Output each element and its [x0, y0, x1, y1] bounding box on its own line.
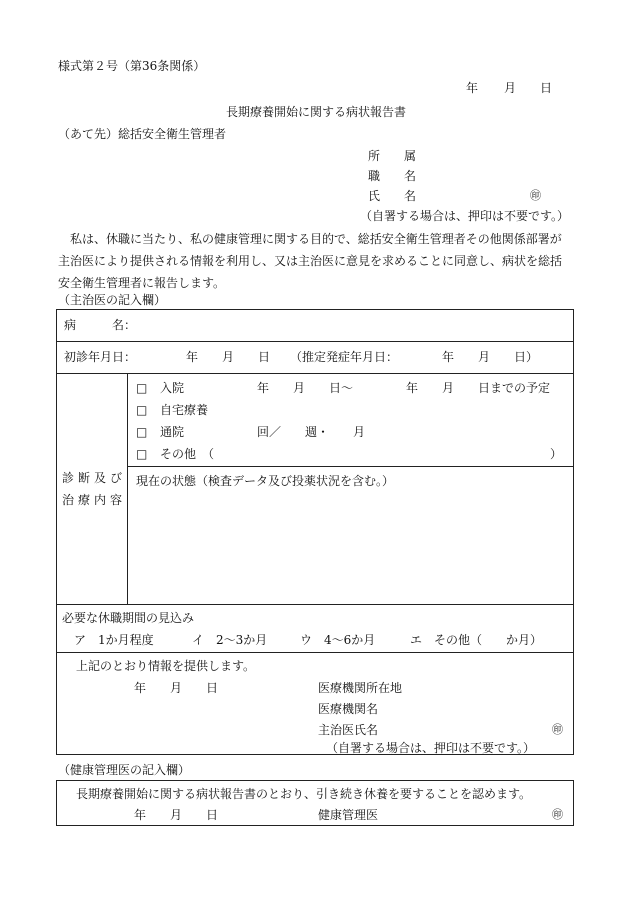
- divider: [127, 373, 128, 604]
- onset-label: （推定発症年月日：: [290, 350, 399, 364]
- applicant-seal-note: （自署する場合は、押印は不要です。）: [360, 209, 570, 223]
- divider: [56, 652, 574, 653]
- doctor-seal: ㊞: [552, 723, 563, 736]
- divider: [128, 466, 574, 467]
- option-hospital-from: 年 月 日～: [257, 381, 354, 395]
- checkbox-other[interactable]: □: [136, 447, 148, 461]
- position-label: 職 名: [368, 169, 417, 183]
- first-visit-date: 年 月 日: [186, 350, 271, 364]
- option-hospital-to: 年 月 日までの予定: [406, 381, 551, 395]
- leave-option-d: エ その他（ か月）: [410, 633, 543, 647]
- health-date: 年 月 日: [134, 808, 219, 822]
- date-month: 月: [504, 81, 517, 95]
- consent-line-1: 私は、休職に当たり、私の健康管理に関する目的で、総括安全衛生管理者その他関係部署が: [58, 232, 562, 246]
- leave-option-c: ウ 4～6か月: [300, 633, 376, 647]
- doctor-seal-note: （自署する場合は、押印は不要です。）: [326, 741, 536, 755]
- physician-section-heading: （主治医の記入欄）: [58, 293, 167, 307]
- document-title: 長期療養開始に関する病状報告書: [226, 105, 407, 119]
- first-visit-label: 初診年月日：: [64, 350, 137, 364]
- current-state-label: 現在の状態（検査データ及び投薬状況を含む。）: [136, 474, 395, 488]
- leave-option-b: イ 2～3か月: [192, 633, 268, 647]
- name-label: 氏 名: [368, 189, 417, 203]
- checkbox-hospital[interactable]: □: [136, 381, 148, 395]
- provide-date: 年 月 日: [134, 681, 219, 695]
- option-outpatient-label: 通院: [160, 425, 185, 439]
- consent-line-2: 主治医により提供される情報を利用し、又は主治医に意見を求めることに同意し、病状を総括: [58, 254, 563, 268]
- form-number: 様式第２号（第36条関係）: [58, 59, 206, 73]
- option-other-label: その他 （: [160, 447, 215, 461]
- option-home-label: 自宅療養: [160, 403, 209, 417]
- dept-label: 所 属: [368, 149, 417, 163]
- diagnosis-label-2: 治療内容: [62, 493, 127, 507]
- divider: [56, 604, 574, 605]
- consent-paragraph: [58, 228, 578, 294]
- provide-statement: 上記のとおり情報を提供します。: [76, 659, 256, 673]
- divider: [56, 341, 574, 342]
- doctor-name-label: 主治医氏名: [318, 723, 379, 737]
- date-day: 日: [540, 81, 553, 95]
- institution-name-label: 医療機関名: [318, 702, 379, 716]
- checkbox-home[interactable]: □: [136, 403, 148, 417]
- health-doctor-label: 健康管理医: [318, 808, 379, 822]
- divider: [56, 373, 574, 374]
- health-doctor-seal: ㊞: [552, 808, 563, 821]
- diagnosis-label-1: 診断及び: [62, 471, 127, 485]
- leave-period-label: 必要な休職期間の見込み: [62, 611, 195, 625]
- onset-date: 年 月 日）: [442, 350, 539, 364]
- institution-address-label: 医療機関所在地: [318, 681, 403, 695]
- health-section-heading: （健康管理医の記入欄）: [58, 763, 191, 777]
- option-outpatient-freq: 回／ 週・ 月: [257, 425, 366, 439]
- checkbox-outpatient[interactable]: □: [136, 425, 148, 439]
- option-other-close: ）: [550, 447, 563, 461]
- date-year: 年: [466, 81, 479, 95]
- addressee: （あて先）総括安全衛生管理者: [58, 127, 227, 141]
- disease-label: 病 名：: [64, 318, 137, 332]
- applicant-seal: ㊞: [530, 189, 541, 202]
- consent-line-3: 安全衛生管理者に報告します。: [58, 276, 226, 290]
- option-hospital-label: 入院: [160, 381, 185, 395]
- leave-option-a: ア 1か月程度: [74, 633, 154, 647]
- health-statement: 長期療養開始に関する病状報告書のとおり、引き続き休養を要することを認めます。: [76, 787, 532, 801]
